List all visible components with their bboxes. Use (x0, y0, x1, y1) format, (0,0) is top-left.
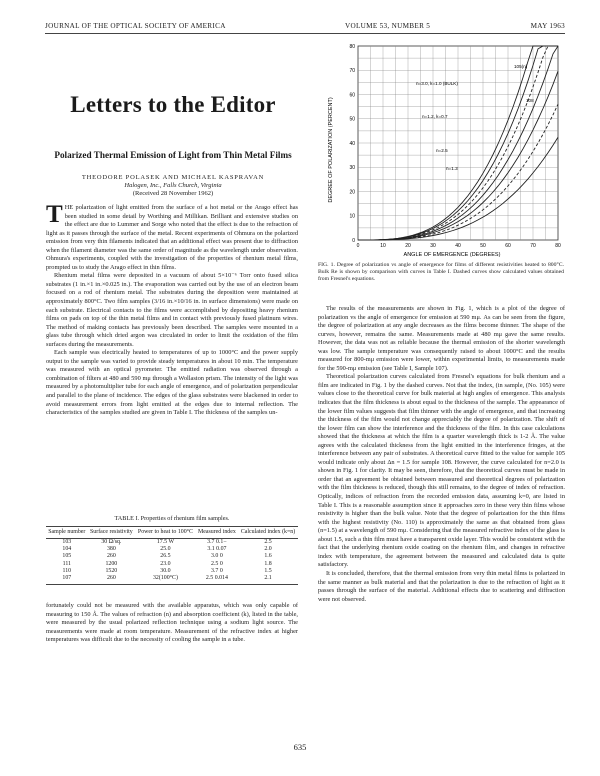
curve-label: n=2.5 (436, 148, 448, 153)
journal-name: JOURNAL OF THE OPTICAL SOCIETY OF AMERICA (45, 22, 226, 30)
body-paragraph: fortunately could not be measured with the available apparatus, which was only capable of measuring to 150 Å. The values of refraction (n) and absorption coefficient (k), listed in the table, were measured by the usual polarized reflection technique using a sodium light source. The measurements were made at room temperature. Measurement of the refractive index at higher temperatures was difficult due to the necessity of cooling the sample in a tube. (46, 602, 298, 644)
table-header: Measured index (196, 527, 238, 539)
right-column (318, 305, 565, 604)
polarization-graph (318, 40, 566, 260)
y-tick-label: 0 (352, 237, 355, 244)
y-tick-label: 10 (349, 213, 355, 220)
curve-label: 108 (526, 98, 534, 103)
article-title: Polarized Thermal Emission of Light from Thin Metal Films (54, 150, 292, 160)
header-rule (45, 33, 565, 34)
table-header: Power to heat to 100°C (135, 527, 196, 539)
page-number: 635 (293, 742, 307, 752)
x-tick-label: 40 (455, 243, 461, 249)
x-tick-label: 80 (555, 243, 561, 249)
table-row: 105 260 26.5 3.0 0 1.6 (62, 553, 272, 560)
body-paragraph: Each sample was electrically heated to temperatures of up to 1000°C and the power supply output to the sample was varied to provide steady temperatures in about 10 min. The temperature was measured with an optical pyrometer. The emitted radiation was observed through a combination of filters at 480 and 590 mμ through a Wollaston prism. The intensity of the light was measured by a photomultiplier tube for each angle of emergence, and of polarization perpendicular and parallel to the plane of incidence. The edges of the glass substrates were blackened in order to avoid measurement errors from light emitted at the edges due to internal reflection. The characteristics of the samples studied are given in Table I. The thickness of the samples un- (46, 349, 298, 417)
properties-table (46, 526, 298, 585)
curve-label: n=1.2, k=0.7 (422, 114, 448, 119)
article-authors: THEODORE POLASEK AND MICHAEL KASPRAVAN (81, 174, 265, 181)
y-tick-label: 60 (349, 92, 355, 99)
body-paragraph: The results of the measurements are shown in Fig. 1, which is a plot of the degree of polarization vs the angle of emergence for emission at 590 mμ. As can be seen from the figure, the degree of polarization at any angle decreases as the films become thinner. The shape of the curves, however, remains the same. Measurements made at 480 mμ gave the same results. However, the data was not as reliable because the thermal emission of the shorter wavelength was low. The sample temperature was consequently raised to about 1000°C and the results measured for 800-mμ emission were lower, within experimental limits, to measurements made for the 590-mμ emission (see Table I, Sample 107). (318, 305, 565, 372)
y-tick-label: 70 (349, 68, 355, 75)
graph-y-label: DEGREE OF POLARIZATION (PERCENT) (328, 97, 334, 203)
received-date: (Received 28 November 1962) (132, 190, 214, 197)
x-tick-label: 70 (530, 243, 536, 249)
table-row: 104 380 25.0 3.1 0.07 2.0 (62, 546, 272, 553)
x-tick-label: 30 (430, 243, 436, 249)
table-header: Surface resistivity (88, 527, 136, 539)
x-tick-label: 20 (405, 243, 411, 249)
x-tick-label: 10 (380, 243, 386, 249)
x-tick-label: 50 (480, 243, 486, 249)
dropcap: T (46, 201, 63, 228)
curve-label: n=3.0, k=1.0 (BULK) (416, 81, 458, 86)
table-header: Sample number (46, 527, 88, 539)
y-tick-label: 80 (349, 43, 355, 50)
figure-caption: FIG. 1. Degree of polarization vs angle of emergence for films of different resistivities heated to 800°C. Bulk Re is shown by comparison with curves in Table I. Dashed curves show calculated values obtained from Fresnel's equations. (318, 262, 564, 282)
article-affiliation: Halogen, Inc., Falls Church, Virginia (124, 182, 222, 189)
y-tick-label: 30 (349, 165, 355, 172)
table-row: 103 30 Ω/sq. 17.5 W 3.7 0.1− 2.5 (62, 539, 272, 545)
x-tick-label: 60 (505, 243, 511, 249)
curve-label: n=1.3 (446, 166, 458, 171)
y-tick-label: 40 (349, 140, 355, 147)
table-header: Calculated index (k=n) (238, 527, 298, 539)
left-column-bottom (46, 602, 298, 645)
table-row: 107 260 32(100°C) 2.5 0.014 2.1 (46, 575, 298, 585)
table-header-row (46, 527, 298, 539)
body-paragraph: Rhenium metal films were deposited in a vacuum of about 5×10⁻⁶ Torr onto fused silica substrates (1 in.×1 in.×0.025 in.). The evaporation was carried out by the use of an electron beam focused on a rod of rhenium metal. The substrates during the deposition were maintained at approximately 800°C. Two film samples (3/16 in.×10/16 in. in surface dimensions) were made on each substrate. Electrical contacts to the films were accomplished by depositing heavy rhenium films on pads on top of the thin metal films and in contact with previously fused platinum wires. The method of making contacts has previously been described. The samples were mounted in a glass tube through which dried argon was circulated in order to limit the oxidation of the film surfaces during the measurements. (46, 272, 298, 348)
body-paragraph: Theoretical polarization curves calculated from Fresnel's equations for bulk rhenium and a film are indicated in Fig. 1 by the dashed curves. Not that the index, (in sample, (No. 105) were values close to the theoretical curve for bulk material at high angles of emergence. This analysis indicates that the film thickness is about equal to the thickness of the sample. The appearance of the lower film values suggests that film thinner with the angle of emergence, and that increasing the thickness of the film would not change appreciably the degree of polarization. The shift of the lower film can show the interference and the thickness of the film. In this case calculations showed that the thickness at which the film is a quarter wavelength thick is 1-2 Å. The value agrees with the calculated thickness from the light emitted in the interference fringes, at the interference between any pair of substrates. A theoretical curve fitted to the value for sample 105 would indicate only about Δn = 1.5 for sample 108. However, the curve calculated for n=2.0 is shown in Fig. 1 for clarity. It may be seen, therefore, that the theoretical curves must be made in order that an agreement be obtained between measured and theoretical degrees of polarization with the film thickness is reduced, though this still remains, to the degree of index of refraction. Optically, indices of refraction from the recorded emission data, assuming k=0, are listed in Table I. This is a reasonable assumption since it approaches zero in these very thin films whose resistivity is higher than the bulk value. Note that the degree of polarization for the thin films with the highest resistivity (No. 110) is approximately the same as that obtained from glass (n=1.5) at a wavelength of 590 mμ. Considering that the measured refractive index of the glass is about 1.5, such a thin film must have a transparent oxide layer. This would be consistent with the fact that the underlying rhenium oxide coating on the rhenium film, and changes in refractive index with temperature, the agreement between the measured and calculated data is quite satisfactory. (318, 373, 565, 569)
section-title: Letters to the Editor (70, 92, 276, 117)
issue-date: MAY 1963 (530, 22, 565, 30)
body-paragraph: THE polarization of light emitted from the surface of a hot metal or the Arago effect has been studied in some detail by Worthing and Millikan. Brilliant and extensive studies on the effect are due to Lummer and Sorge who noted that the effect is due to the refraction of light as it passes through the surface of the metal. Recent experiments of Ohmura on the polarized emission from very thin filaments indicated that an additional effect was present due to diffraction when the filament diameter was the same order of magnitude as the wavelength under observation. Ohmura's experiments, coupled with the investigation of the properties of rhenium metal films, prompted us to study the Arago effect in thin films. (46, 201, 298, 271)
y-tick-label: 20 (349, 189, 355, 196)
table-row: 110 1520 30.0 3.7 0 1.5 (62, 567, 272, 574)
graph-x-label: ANGLE OF EMERGENCE (DEGREES) (403, 252, 501, 258)
body-paragraph: It is concluded, therefore, that the thermal emission from very thin metal films is polarized in the same manner as bulk material and that the polarization is due to the refraction of light as it passes through the surface of the material. Additional effects due to scattering and diffraction were not observed. (318, 569, 565, 603)
graph-ticks (349, 44, 561, 249)
figure-1 (318, 40, 566, 260)
left-column (46, 201, 298, 418)
table-row: 111 1200 23.0 2.5 0 1.8 (62, 560, 272, 567)
curve-label: 105(n) (514, 64, 528, 69)
y-tick-label: 50 (349, 116, 355, 123)
running-head (45, 22, 565, 30)
x-tick-label: 0 (356, 243, 360, 249)
table-title: TABLE I. Properties of rhenium film samples. (114, 515, 230, 522)
volume-number: VOLUME 53, NUMBER 5 (345, 22, 431, 30)
